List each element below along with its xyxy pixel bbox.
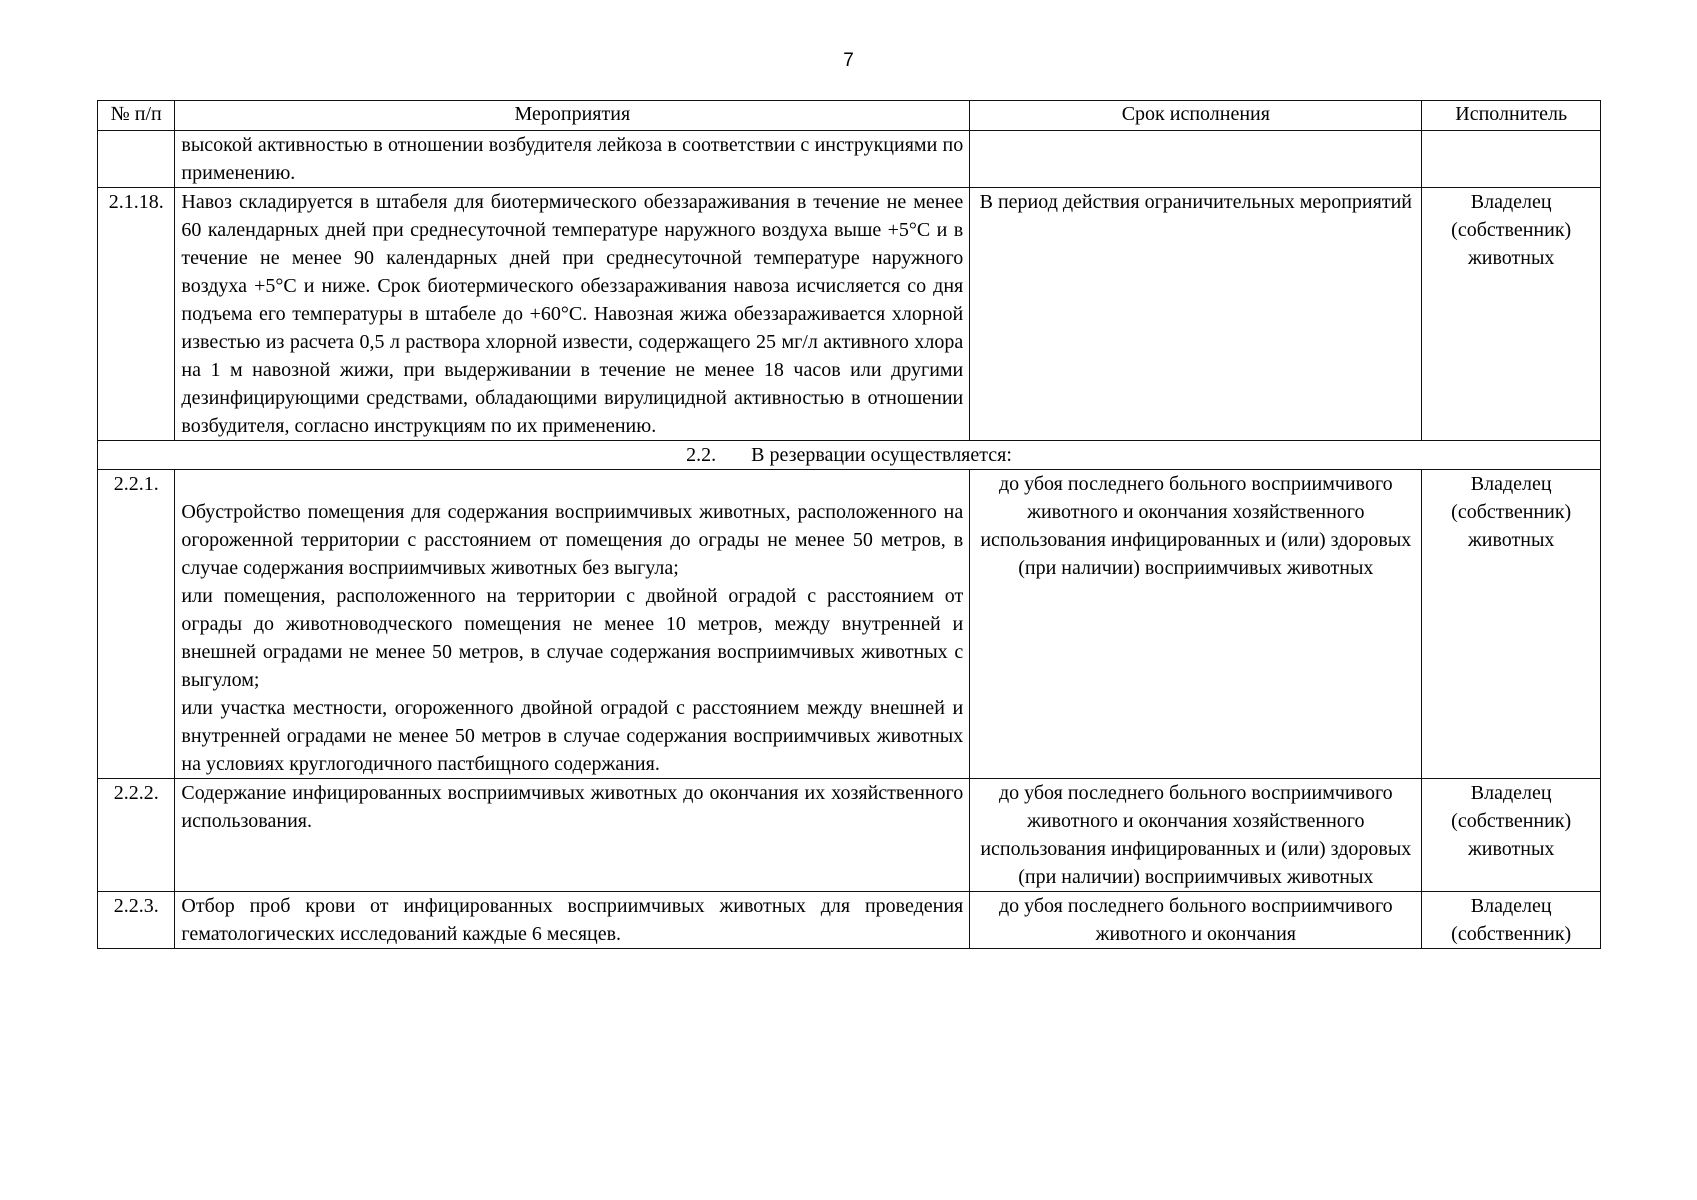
row-num: 2.2.2.	[98, 779, 175, 892]
measures-table	[97, 100, 1601, 949]
row-term: до убоя последнего больного восприимчивого животного и окончания хозяйственного использования инфицированных и (или) здоровых (при наличии) восприимчивых животных	[970, 779, 1422, 892]
table-row-2-2-1	[98, 470, 1601, 779]
row-activity	[175, 470, 970, 779]
row-num: 2.1.18.	[98, 188, 175, 441]
row-activity: высокой активностью в отношении возбудителя лейкоза в соответствии с инструкциями по применению.	[175, 131, 970, 188]
row-term: до убоя последнего больного восприимчивого животного и окончания хозяйственного использования инфицированных и (или) здоровых (при наличии) восприимчивых животных	[970, 470, 1422, 779]
activity-paragraph-3: или участка местности, огороженного двойной оградой с расстоянием между внешней и внутренней оградами не менее 50 метров в случае содержания восприимчивых животных на условиях круглогодичного пастбищного содержания.	[181, 697, 964, 775]
section-heading	[98, 441, 1601, 470]
row-executor: Владелец (собственник)	[1422, 892, 1601, 949]
section-row-2-2	[98, 441, 1601, 470]
activity-paragraph-2: или помещения, расположенного на территории с двойной оградой с расстоянием от ограды до животноводческого помещения не менее 10 метров, между внутренней и внешней оградами не менее 50 метров, в случае содержания восприимчивых животных с выгулом;	[181, 585, 964, 691]
row-executor: Владелец (собственник) животных	[1422, 779, 1601, 892]
table-header-row	[98, 101, 1601, 131]
row-activity: Отбор проб крови от инфицированных восприимчивых животных для проведения гематологических исследований каждые 6 месяцев.	[175, 892, 970, 949]
header-term: Срок исполнения	[970, 101, 1422, 131]
row-term-empty	[970, 131, 1422, 188]
section-num: 2.2.	[686, 444, 717, 466]
row-activity: Навоз складируется в штабеля для биотермического обеззараживания в течение не менее 60 календарных дней при среднесуточной температуре наружного воздуха выше +5°С и в течение не менее 90 календарных дней при среднесуточной температуре наружного воздуха +5°С и ниже. Срок биотермического обеззараживания навоза исчисляется со дня подъема его температуры в штабеле до +60°С. Навозная жижа обеззараживается хлорной известью из расчета 0,5 л раствора хлорной извести, содержащего 25 мг/л активного хлора на 1 м навозной жижи, при выдерживании в течение не менее 18 часов или другими дезинфицирующими средствами, обладающими вирулицидной активностью в отношении возбудителя, согласно инструкциям по их применению.	[175, 188, 970, 441]
table-row-2-2-3	[98, 892, 1601, 949]
activity-paragraph-1: Обустройство помещения для содержания восприимчивых животных, расположенного на огороженной территории с расстоянием от помещения до ограды не менее 50 метров, в случае содержания восприимчивых животных без выгула;	[181, 501, 964, 579]
header-activities: Мероприятия	[175, 101, 970, 131]
table-row-2-2-2	[98, 779, 1601, 892]
row-executor-empty	[1422, 131, 1601, 188]
header-num: № п/п	[98, 101, 175, 131]
row-activity: Содержание инфицированных восприимчивых животных до окончания их хозяйственного использования.	[175, 779, 970, 892]
page-number: 7	[843, 50, 854, 71]
row-executor: Владелец (собственник) животных	[1422, 188, 1601, 441]
table-row-continuation	[98, 131, 1601, 188]
row-executor: Владелец (собственник) животных	[1422, 470, 1601, 779]
row-num-empty	[98, 131, 175, 188]
table-row-2-1-18	[98, 188, 1601, 441]
section-title: В резервации осуществляется:	[751, 444, 1012, 466]
row-term: В период действия ограничительных мероприятий	[970, 188, 1422, 441]
header-executor: Исполнитель	[1422, 101, 1601, 131]
row-num: 2.2.1.	[98, 470, 175, 779]
row-num: 2.2.3.	[98, 892, 175, 949]
row-term: до убоя последнего больного восприимчивого животного и окончания	[970, 892, 1422, 949]
